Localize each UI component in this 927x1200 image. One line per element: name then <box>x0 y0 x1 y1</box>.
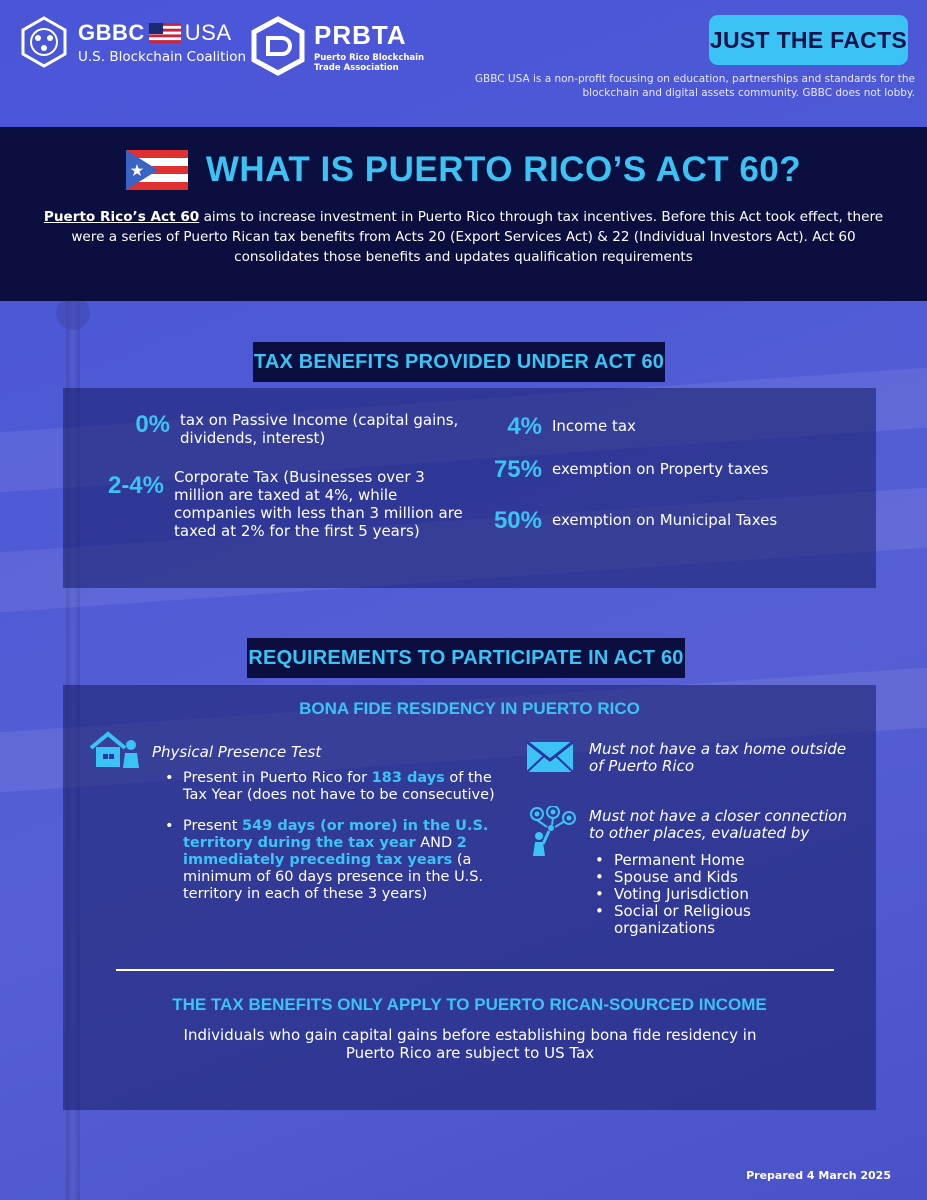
presence-highlight: 183 days <box>371 770 445 786</box>
benefit-percent: 0% <box>135 411 170 438</box>
benefit-item <box>100 468 474 540</box>
benefit-item <box>480 507 832 535</box>
gbbc-emblem-icon <box>18 16 70 68</box>
benefits-heading: TAX BENEFITS PROVIDED UNDER ACT 60 <box>253 342 665 382</box>
income-source-text: Individuals who gain capital gains before establishing bona fide residency in Puerto Rico are subject to US Tax <box>183 1026 757 1062</box>
benefit-percent: 4% <box>507 413 542 440</box>
intro-lead: Puerto Rico’s Act 60 <box>43 209 200 225</box>
gbbc-usa: USA <box>184 19 232 45</box>
intro-body: aims to increase investment in Puerto Rico through tax incentives. Before this Act took effect, there were a series of Puerto Rican tax benefits from Acts 20 (Export Services Act) & 22 (Individual Investors Act). Act 60 consolidates those benefits and updates qualification requirements <box>71 209 884 265</box>
benefit-text: tax on Passive Income (capital gains, dividends, interest) <box>180 411 459 447</box>
disclaimer-text: GBBC USA is a non-profit focusing on education, partnerships and standards for the blockchain and digital assets community. GBBC does not lobby. <box>474 73 915 99</box>
benefit-text: exemption on Municipal Taxes <box>552 511 778 529</box>
intro-paragraph <box>40 207 887 267</box>
benefit-text: exemption on Property taxes <box>552 460 769 478</box>
prepared-date: Prepared 4 March 2025 <box>746 1169 891 1182</box>
envelope-icon <box>525 740 575 774</box>
benefit-item <box>110 411 480 447</box>
section-divider <box>116 969 834 971</box>
presence-highlight: 2 immediately preceding tax years <box>183 835 467 868</box>
closer-connection-item: • Permanent Home <box>590 852 850 869</box>
closer-connection-item: • Spouse and Kids <box>590 869 850 886</box>
closer-connection-item: • Voting Jurisdiction <box>590 886 850 903</box>
benefit-percent: 2-4% <box>107 472 164 499</box>
presence-text: Present in Puerto Rico for <box>183 770 372 786</box>
prbta-emblem-icon <box>250 16 306 76</box>
presence-text: of the Tax Year (does not have to be consecutive) <box>183 770 495 803</box>
residency-subheading: BONA FIDE RESIDENCY IN PUERTO RICO <box>299 699 640 718</box>
flagpole-finial-decoration <box>56 296 90 330</box>
closer-connection-item: • Social or Religious organizations <box>590 903 850 937</box>
benefit-text: Income tax <box>552 417 636 435</box>
gbbc-name: GBBC <box>78 19 145 45</box>
network-people-icon <box>525 806 581 858</box>
presence-item <box>157 770 497 804</box>
closer-connection-list <box>590 852 850 937</box>
puerto-rico-flag-icon <box>126 150 188 190</box>
presence-text: AND <box>415 835 457 851</box>
requirements-heading: REQUIREMENTS TO PARTICIPATE IN ACT 60 <box>247 638 685 678</box>
gbbc-logo <box>18 16 246 68</box>
home-family-icon <box>88 730 140 770</box>
benefit-item <box>480 456 832 484</box>
us-flag-icon <box>149 23 181 43</box>
presence-list <box>157 770 497 917</box>
just-the-facts-badge: JUST THE FACTS <box>709 15 908 65</box>
tax-home-text: Must not have a tax home outside of Puerto Rico <box>589 740 847 775</box>
page-title: WHAT IS PUERTO RICO’S ACT 60? <box>205 150 802 189</box>
prbta-logo <box>250 16 424 76</box>
benefit-item <box>480 413 832 441</box>
prbta-subtitle-1: Puerto Rico Blockchain <box>314 52 425 63</box>
presence-text: Present <box>183 818 243 834</box>
closer-connection-title: Must not have a closer connection to other places, evaluated by <box>589 807 847 842</box>
benefit-percent: 50% <box>493 507 542 534</box>
presence-item <box>157 818 497 903</box>
presence-text: (a minimum of 60 days presence in the U.S. territory in each of these 3 years) <box>183 852 484 902</box>
benefit-text: Corporate Tax (Businesses over 3 million are taxed at 4%, while companies with less than 3 million are taxed at 2% for the first 5 years) <box>174 468 463 540</box>
prbta-subtitle-2: Trade Association <box>314 62 399 73</box>
prbta-name: PRBTA <box>314 19 407 50</box>
income-source-heading: THE TAX BENEFITS ONLY APPLY TO PUERTO RICAN-SOURCED INCOME <box>172 995 767 1014</box>
presence-test-title: Physical Presence Test <box>152 743 322 761</box>
presence-highlight: 549 days (or more) in the U.S. territory during the tax year <box>183 818 489 851</box>
benefit-percent: 75% <box>493 456 542 483</box>
gbbc-subtitle: U.S. Blockchain Coalition <box>78 48 247 65</box>
